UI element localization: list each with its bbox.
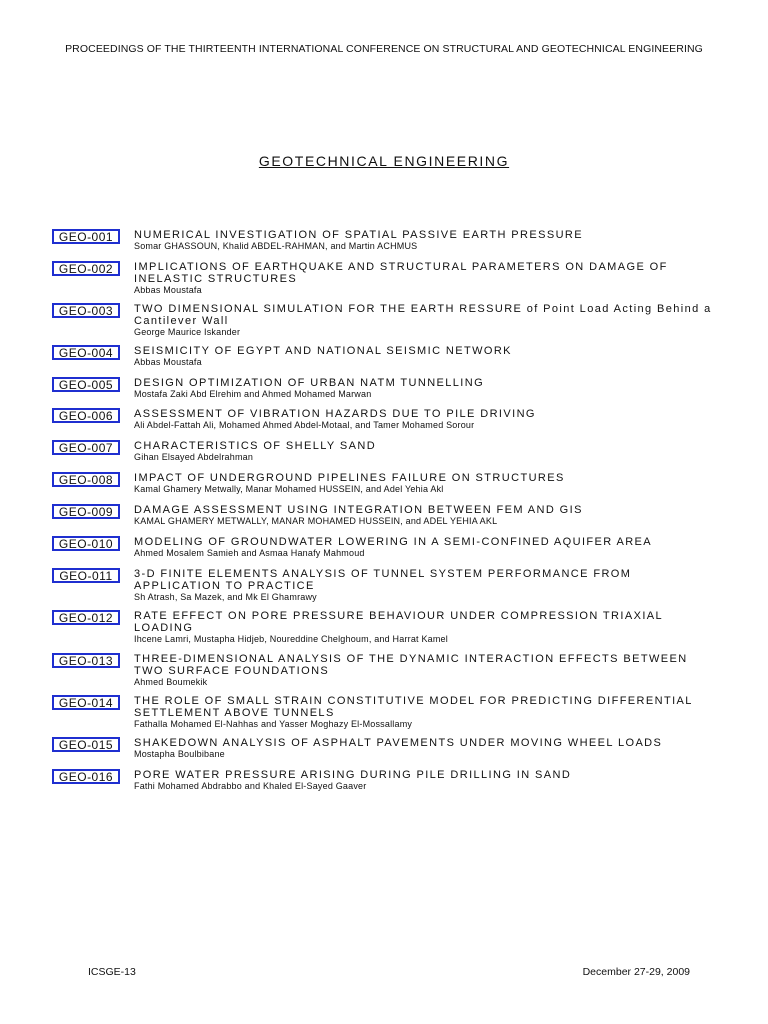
paper-title xyxy=(134,536,714,559)
paper-code-link[interactable]: GEO-003 xyxy=(52,303,120,318)
paper-code-link[interactable]: GEO-002 xyxy=(52,261,120,276)
paper-code-link[interactable]: GEO-015 xyxy=(52,737,120,752)
paper-title xyxy=(134,472,714,495)
paper-code-link[interactable]: GEO-006 xyxy=(52,408,120,423)
paper-title-text: ASSESSMENT OF VIBRATION HAZARDS DUE TO PILE DRIVING xyxy=(134,408,536,420)
paper-title xyxy=(134,440,714,463)
paper-title xyxy=(134,568,714,603)
paper-code-link[interactable]: GEO-007 xyxy=(52,440,120,455)
paper-title-text: MODELING OF GROUNDWATER LOWERING IN A SEMI-CONFINED AQUIFER AREA xyxy=(134,536,653,548)
paper-title xyxy=(134,769,714,792)
paper-title xyxy=(134,504,714,527)
paper-title-text: DAMAGE ASSESSMENT USING INTEGRATION BETWEEN FEM AND GIS xyxy=(134,504,583,516)
paper-authors: Ahmed Mosalem Samieh and Asmaa Hanafy Mahmoud xyxy=(134,548,365,558)
footer-date: December 27-29, 2009 xyxy=(582,966,690,978)
footer-conference-code: ICSGE-13 xyxy=(88,966,136,978)
paper-authors: Somar GHASSOUN, Khalid ABDEL-RAHMAN, and Martin ACHMUS xyxy=(134,241,418,251)
paper-code-link[interactable]: GEO-011 xyxy=(52,568,120,583)
paper-title-text: SHAKEDOWN ANALYSIS OF ASPHALT PAVEMENTS UNDER MOVING WHEEL LOADS xyxy=(134,737,663,749)
paper-authors: Mostafa Zaki Abd Elrehim and Ahmed Mohamed Marwan xyxy=(134,389,372,399)
paper-title-text: NUMERICAL INVESTIGATION OF SPATIAL PASSIVE EARTH PRESSURE xyxy=(134,229,583,241)
paper-title-text: IMPLICATIONS OF EARTHQUAKE AND STRUCTURAL PARAMETERS ON DAMAGE OF INELASTIC STRUCTURES xyxy=(134,261,668,285)
paper-code-link[interactable]: GEO-001 xyxy=(52,229,120,244)
paper-title xyxy=(134,695,714,730)
paper-title xyxy=(134,610,714,645)
paper-title-text: DESIGN OPTIMIZATION OF URBAN NATM TUNNELLING xyxy=(134,377,485,389)
paper-code-link[interactable]: GEO-012 xyxy=(52,610,120,625)
paper-title-text: IMPACT OF UNDERGROUND PIPELINES FAILURE ON STRUCTURES xyxy=(134,472,565,484)
paper-title-text: CHARACTERISTICS OF SHELLY SAND xyxy=(134,440,377,452)
paper-title-text: THREE-DIMENSIONAL ANALYSIS OF THE DYNAMIC INTERACTION EFFECTS BETWEEN TWO SURFACE FOUNDATIONS xyxy=(134,653,688,677)
paper-code-link[interactable]: GEO-008 xyxy=(52,472,120,487)
paper-authors: Abbas Moustafa xyxy=(134,285,202,295)
paper-code-link[interactable]: GEO-005 xyxy=(52,377,120,392)
section-title: GEOTECHNICAL ENGINEERING xyxy=(258,153,510,169)
paper-title-text: RATE EFFECT ON PORE PRESSURE BEHAVIOUR UNDER COMPRESSION TRIAXIAL LOADING xyxy=(134,610,663,634)
paper-code-link[interactable]: GEO-014 xyxy=(52,695,120,710)
paper-title-text: PORE WATER PRESSURE ARISING DURING PILE DRILLING IN SAND xyxy=(134,769,572,781)
paper-title xyxy=(134,408,714,431)
paper-title-text: SEISMICITY OF EGYPT AND NATIONAL SEISMIC NETWORK xyxy=(134,345,512,357)
paper-title xyxy=(134,345,714,368)
paper-authors: Mostapha Boulbibane xyxy=(134,749,225,759)
paper-title-text: TWO DIMENSIONAL SIMULATION FOR THE EARTH RESSURE of Point Load Acting Behind a Cantilever Wall xyxy=(134,303,712,327)
paper-title-text: 3-D FINITE ELEMENTS ANALYSIS OF TUNNEL SYSTEM PERFORMANCE FROM APPLICATION TO PRACTICE xyxy=(134,568,632,592)
paper-title xyxy=(134,653,714,688)
paper-authors: Ahmed Boumekik xyxy=(134,677,208,687)
proceedings-header: PROCEEDINGS OF THE THIRTEENTH INTERNATIONAL CONFERENCE ON STRUCTURAL AND GEOTECHNICAL ENGINEERING xyxy=(65,43,703,55)
paper-authors: Ihcene Lamri, Mustapha Hidjeb, Noureddine Chelghoum, and Harrat Kamel xyxy=(134,634,448,644)
paper-authors: Ali Abdel-Fattah Ali, Mohamed Ahmed Abdel-Motaal, and Tamer Mohamed Sorour xyxy=(134,420,475,430)
paper-code-link[interactable]: GEO-004 xyxy=(52,345,120,360)
paper-title xyxy=(134,737,714,760)
paper-code-link[interactable]: GEO-013 xyxy=(52,653,120,668)
paper-authors: George Maurice Iskander xyxy=(134,327,241,337)
paper-title xyxy=(134,229,714,252)
paper-authors: KAMAL GHAMERY METWALLY, MANAR MOHAMED HUSSEIN, and ADEL YEHIA AKL xyxy=(134,516,498,526)
paper-code-link[interactable]: GEO-009 xyxy=(52,504,120,519)
paper-title xyxy=(134,377,714,400)
paper-authors: Fathi Mohamed Abdrabbo and Khaled El-Sayed Gaaver xyxy=(134,781,367,791)
paper-title-text: THE ROLE OF SMALL STRAIN CONSTITUTIVE MODEL FOR PREDICTING DIFFERENTIAL SETTLEMENT ABOVE TUNNELS xyxy=(134,695,693,719)
paper-title xyxy=(134,303,714,338)
paper-title xyxy=(134,261,714,296)
paper-authors: Gihan Elsayed Abdelrahman xyxy=(134,452,254,462)
paper-authors: Kamal Ghamery Metwally, Manar Mohamed HUSSEIN, and Adel Yehia Akl xyxy=(134,484,444,494)
paper-authors: Sh Atrash, Sa Mazek, and Mk El Ghamrawy xyxy=(134,592,317,602)
paper-code-link[interactable]: GEO-010 xyxy=(52,536,120,551)
paper-authors: Fathalla Mohamed El-Nahhas and Yasser Moghazy El-Mossallamy xyxy=(134,719,413,729)
paper-code-link[interactable]: GEO-016 xyxy=(52,769,120,784)
paper-authors: Abbas Moustafa xyxy=(134,357,202,367)
